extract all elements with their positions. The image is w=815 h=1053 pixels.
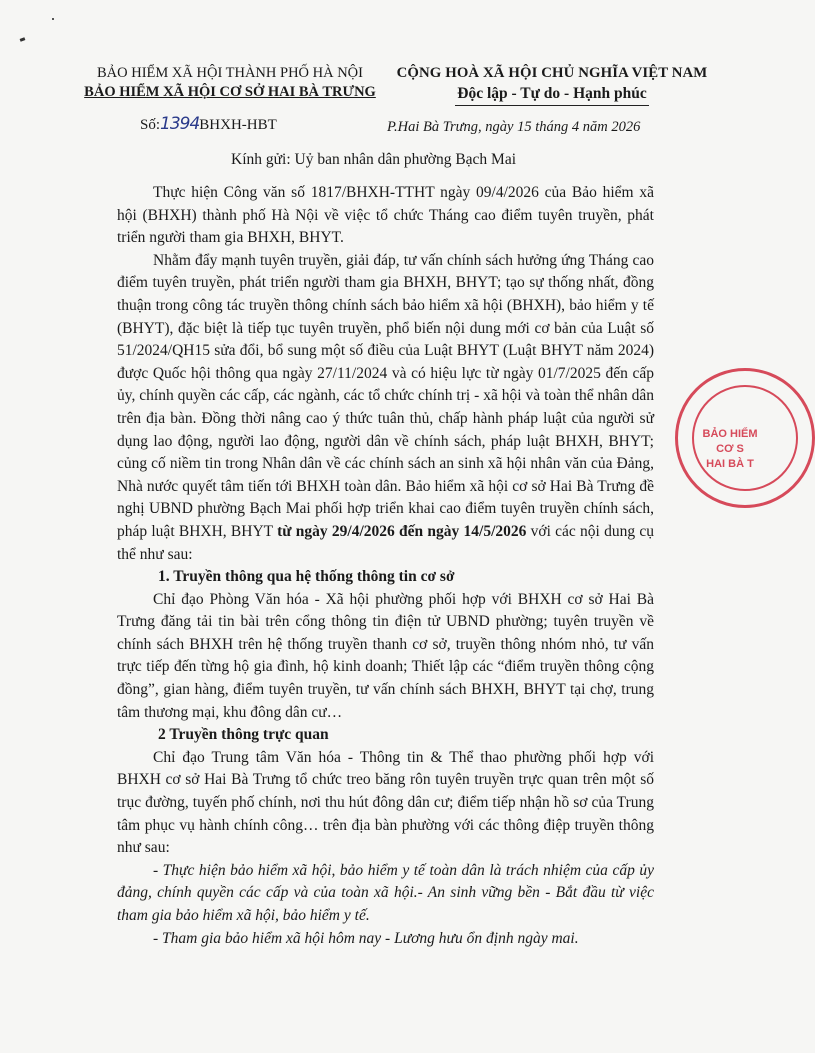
paragraph-text: Nhằm đẩy mạnh tuyên truyền, giải đáp, tư vấn chính sách hưởng ứng Tháng cao điểm tuyên truyền, phát triển người tham gia BHXH, BHYT; tạo sự thống nhất, đồng thuận trong công tác truyền thông chính sách bảo hiểm xã hội (BHXH), bảo hiểm y tế (BHYT), đặc biệt là tiếp tục tuyên truyền, phổ biến nội dung mới cơ bản của Luật số 51/2024/QH15 sửa đổi, bổ sung một số điều của Luật BHYT (Luật BHYT năm 2024) được Quốc hội thông qua ngày 27/11/2024 và có hiệu lực từ ngày 01/7/2025 đến cấp ủy, chính quyền các cấp, các ngành, các tổ chức chính trị - xã hội và toàn thể nhân dân trên địa bàn. Đồng thời nâng cao ý thức tuân thủ, chấp hành pháp luật của người sử dụng lao động, người lao động, người dân về chính sách, pháp luật BHXH, BHYT; củng cố niềm tin trong Nhân dân về các chính sách an sinh xã hội nhân văn của Đảng, Nhà nước quyết tâm tiến tới BHXH toàn dân. Bảo hiểm xã hội cơ sở Hai Bà Trưng đề nghị UBND phường Bạch Mai phối hợp triển khai cao điểm tuyên truyền chính sách, pháp luật BHXH, BHYT [117, 251, 654, 540]
nation-name: CỘNG HOÀ XÃ HỘI CHỦ NGHĨA VIỆT NAM [396, 65, 708, 81]
seal-line: HAI BÀ T [706, 458, 754, 470]
org-name [80, 83, 380, 102]
paragraph: Chỉ đạo Phòng Văn hóa - Xã hội phường phối hợp với BHXH cơ sở Hai Bà Trưng đăng tải tin bài trên cổng thông tin điện tử UBND phường; tuyên truyền về chính sách BHXH trên hệ thống truyền thanh cơ sở, truyền thông nhóm nhỏ, tư vấn trực tiếp đến từng hộ gia đình, hộ kinh doanh; Thiết lập các “điểm truyền thông cộng đồng”, gian hàng, điểm tuyên truyền, tư vấn chính sách BHXH, BHYT tại chợ, trung tâm thương mại, khu đông dân cư… [117, 590, 654, 721]
letter-body [117, 182, 654, 950]
paragraph-text: với các nội dung cụ thể như sau: [117, 522, 654, 563]
dateline: P.Hai Bà Trưng, ngày 15 tháng 4 năm 2026 [387, 119, 641, 135]
paragraph: Chỉ đạo Trung tâm Văn hóa - Thông tin & Thể thao phường phối hợp với BHXH cơ sở Hai Bà Trưng tổ chức treo băng rôn tuyên truyền trực quan trên một số trục đường, tuyến phố chính, nơi thu hút đông dân cư; điểm tiếp nhận hồ sơ của Trung tâm phục vụ hành chính công… trên địa bàn phường với các thông điệp truyền thông như sau: [117, 748, 654, 857]
scan-speck [52, 18, 54, 20]
paragraph [117, 250, 654, 566]
org-name-text: BẢO HIỂM XÃ HỘI CƠ SỞ HAI BÀ TRƯNG [84, 84, 376, 100]
ref-prefix: Số: [140, 117, 161, 133]
issuer-block [80, 64, 380, 102]
ref-number-handwritten: 1394 [160, 114, 200, 134]
reference-number [140, 114, 277, 134]
ref-suffix: BHXH-HBT [199, 117, 277, 133]
section-heading: 1. Truyền thông qua hệ thống thông tin cơ sở [158, 568, 455, 586]
recipient-line: Kính gửi: Uỷ ban nhân dân phường Bạch Mai [231, 151, 517, 168]
paragraph: Thực hiện Công văn số 1817/BHXH-TTHT ngày 09/4/2026 của Bảo hiểm xã hội (BHXH) thành phố Hà Nội về việc tổ chức Tháng cao điểm tuyên truyền, phát triển người tham gia BHXH, BHYT. [117, 184, 654, 247]
motto: Độc lập - Tự do - Hạnh phúc [455, 83, 648, 106]
seal-line: BẢO HIỂM [702, 428, 758, 440]
seal-text [700, 427, 760, 472]
section-heading: 2 Truyền thông trực quan [158, 726, 329, 744]
scan-speck [20, 37, 26, 42]
official-seal [675, 368, 815, 508]
slogan: - Tham gia bảo hiểm xã hội hôm nay - Lương hưu ổn định ngày mai. [153, 929, 579, 947]
org-parent: BẢO HIỂM XÃ HỘI THÀNH PHỐ HÀ NỘI [97, 65, 363, 81]
national-heading [382, 64, 722, 106]
seal-line: CƠ S [716, 443, 744, 455]
slogan: - Thực hiện bảo hiểm xã hội, bảo hiểm y tế toàn dân là trách nhiệm của cấp ủy đảng, chính quyền các cấp và của toàn xã hội.- An sinh vững bền - Bắt đầu từ việc tham gia bảo hiểm xã hội, bảo hiểm y tế. [117, 861, 654, 924]
date-range-bold: từ ngày 29/4/2026 đến ngày 14/5/2026 [277, 522, 527, 540]
